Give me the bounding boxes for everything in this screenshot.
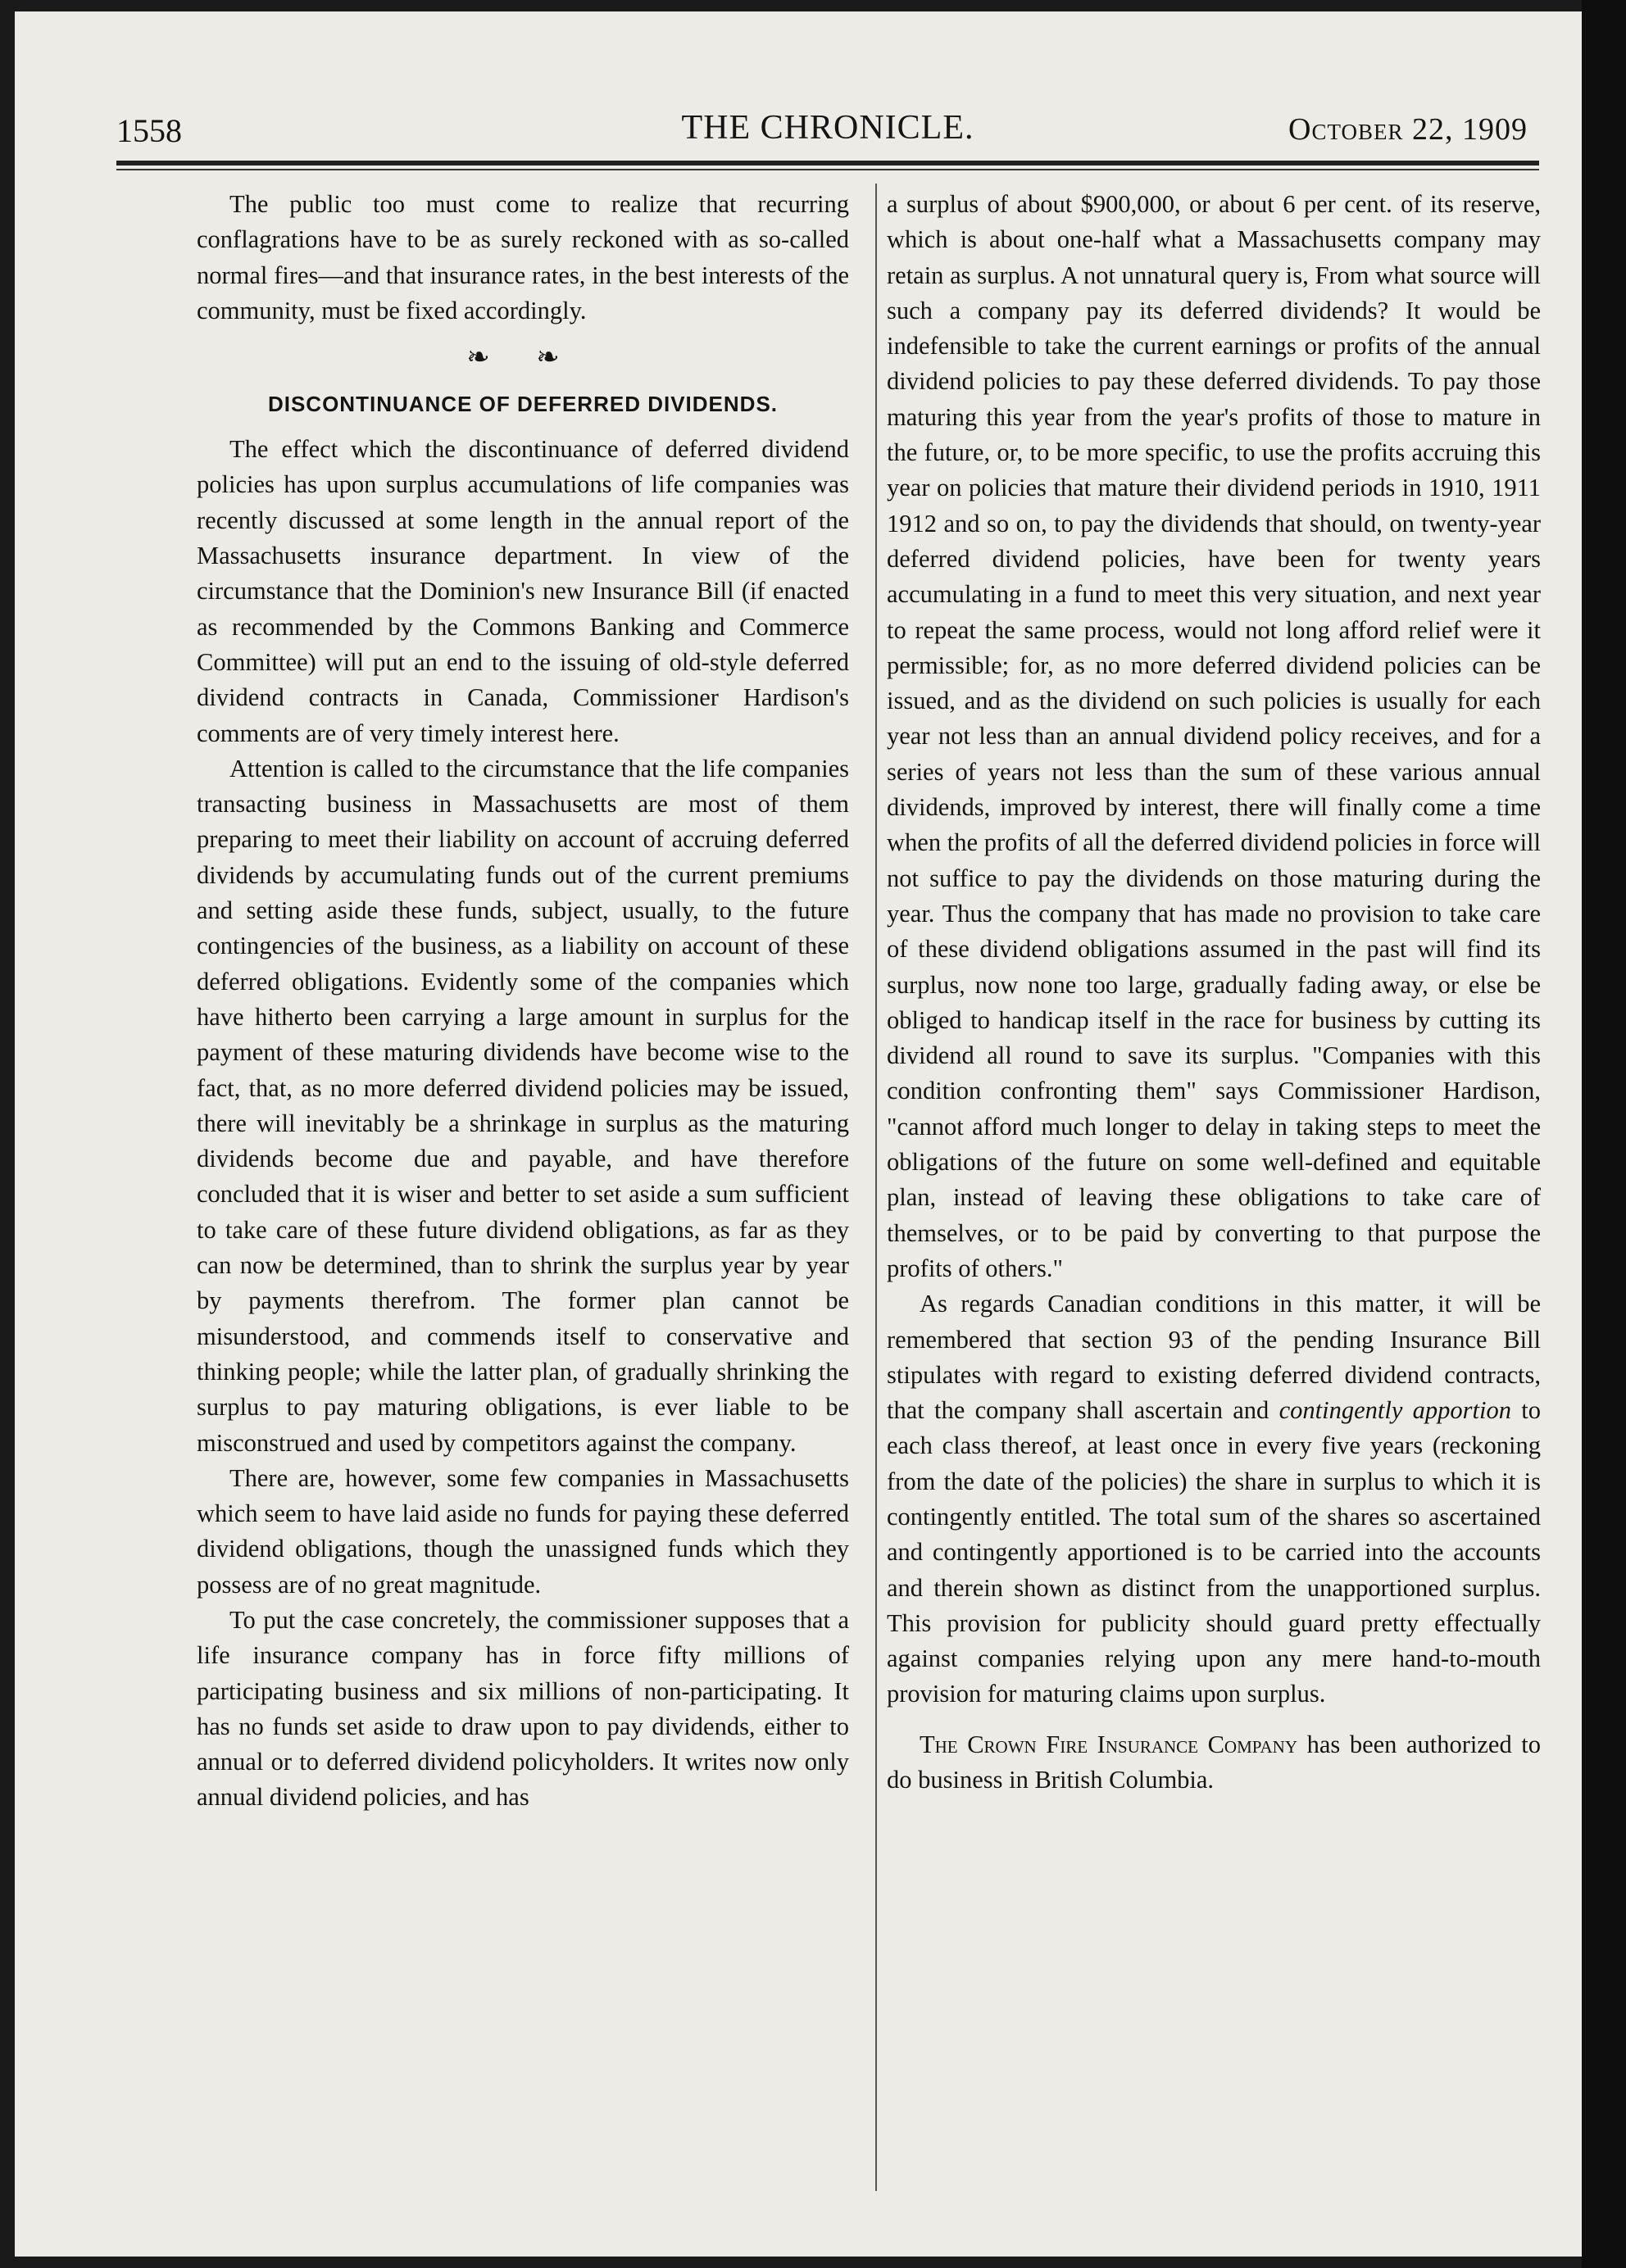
scan-border [1582,0,1626,2268]
header-rule-thin [116,169,1539,170]
canadian-text-start: As regards Canadian conditions in this matter, it will be remembered that section 93 of the pending Insurance Bill stipulates with regard to existing deferred dividend contracts, that the company shall ascertain and [887,1290,1541,1425]
italic-phrase: contingently apportion [1279,1396,1511,1425]
article-heading: DISCONTINUANCE OF DEFERRED DIVIDENDS. [267,392,779,417]
news-item-crown-fire [887,1727,1541,1799]
issue-date: October 22, 1909 [1288,112,1528,147]
article-paragraph-2: Attention is called to the circumstance that the life companies transacting business in Massachusetts are most of them preparing to meet their liability on account of accruing deferred dividends by accumulating funds out of the current premiums and setting aside these funds, subject, usually, to the future contingencies of the business, as a liability on account of these deferred obligations. Evidently some of the companies which have hitherto been carrying a large amount in surplus for the payment of these maturing dividends have become wise to the fact, that, as no more deferred dividend policies may be issued, there will inevitably be a shrinkage in surplus as the maturing dividends become due and payable, and have therefore concluded that it is wiser and better to set aside a sum sufficient to take care of these future dividend obligations, as far as they can now be determined, than to shrink the surplus year by year by payments therefrom. The former plan cannot be misunderstood, and commends itself to conservative and thinking people; while the latter plan, of gradually shrinking the surplus to pay maturing obligations, is ever liable to be misconstrued and used by competitors against the company. [197,754,849,1457]
left-column [197,187,849,1816]
news-item-text: has been authorized to do business in British Columbia. [887,1730,1542,1794]
article-paragraph-continued: a surplus of about $900,000, or about 6 per cent. of its reserve, which is about one-half what a Massachusetts company may retain as surplus. A not unnatural query is, From what source will such a company pay its deferred dividends? It would be indefensible to take the current earnings or profits of the annual dividend policies to pay these deferred dividends. To pay those maturing this year from the year's profits of those to mature in the future, or, to be more specific, to use the profits accruing this year on policies that mature their dividend periods in 1910, 1911 1912 and so on, to pay the dividends that should, on twenty-year deferred dividend policies, have been for twenty years accumulating in a fund to meet this very situation, and next year to repeat the same process, would not long afford relief were it permissible; for, as no more deferred dividend policies can be issued, and as the dividend on such policies is usually for each year not less than an annual dividend policy receives, and for a series of years not less than the sum of these various annual dividends, improved by interest, there will finally come a time when the profits of all the deferred dividend policies in force will not suffice to pay the dividends on those maturing during the year. Thus the company that has made no provision to take care of these dividend obligations assumed in the past will find its surplus, now none too large, gradually fading away, or else be obliged to handicap itself in the race for business by cutting its dividend all round to save its surplus. "Companies with this condition confronting them" says Commissioner Hardison, "cannot afford much longer to delay in taking steps to meet the obligations of the future on some well-defined and equitable plan, instead of leaving these obligations to take care of themselves, or to be paid by converting to that purpose the profits of others." [887,190,1541,1282]
column-divider [875,184,877,2191]
canadian-text-end: to each class thereof, at least once in every five years (reckoning from the date of the policies) the share in surplus to which it is contingently entitled. The total sum of the shares so ascertained and contingently apportioned is to be carried into the accounts and therein shown as distinct from the unapportioned surplus. This provision for publicity should guard pretty effectually against companies relying upon any mere hand-to-mouth provision for maturing claims upon surplus. [887,1396,1541,1708]
company-name: The Crown Fire Insurance Company [920,1730,1298,1758]
header-rule-thick [116,161,1539,166]
right-column [887,187,1541,1798]
publication-title: THE CHRONICLE. [681,109,974,147]
article-paragraph-canadian [887,1286,1541,1712]
ornament-leaves: ❧ ❧ [466,342,579,374]
intro-paragraph: The public too must come to realize that recurring conflagrations have to be as surely reckoned with as so-called normal fires—and that insurance rates, in the best interests of the community, must be fixed accordingly. [197,190,849,324]
article-paragraph-3: There are, however, some few companies in Massachusetts which seem to have laid aside no funds for paying these deferred dividend obligations, though the unassigned funds which they possess are of no great magnitude. [197,1463,849,1599]
page-header [116,108,1539,157]
page-number: 1558 [116,112,182,149]
article-paragraph-1: The effect which the discontinuance of deferred dividend policies has upon surplus accumulations of life companies was recently discussed at some length in the annual report of the Massachusetts insurance department. In view of the circumstance that the Dominion's new Insurance Bill (if enacted as recommended by the Commons Banking and Commerce Committee) will put an end to the issuing of old-style deferred dividend contracts in Canada, Commissioner Hardison's comments are of very timely interest here. [197,435,849,747]
article-paragraph-4: To put the case concretely, the commissioner supposes that a life insurance company has in force fifty millions of participating business and six millions of non-participating. It has no funds set aside to draw upon to pay dividends, either to annual or to deferred dividend policyholders. It writes now only annual dividend policies, and has [197,1605,849,1812]
newspaper-page [15,11,1582,2257]
